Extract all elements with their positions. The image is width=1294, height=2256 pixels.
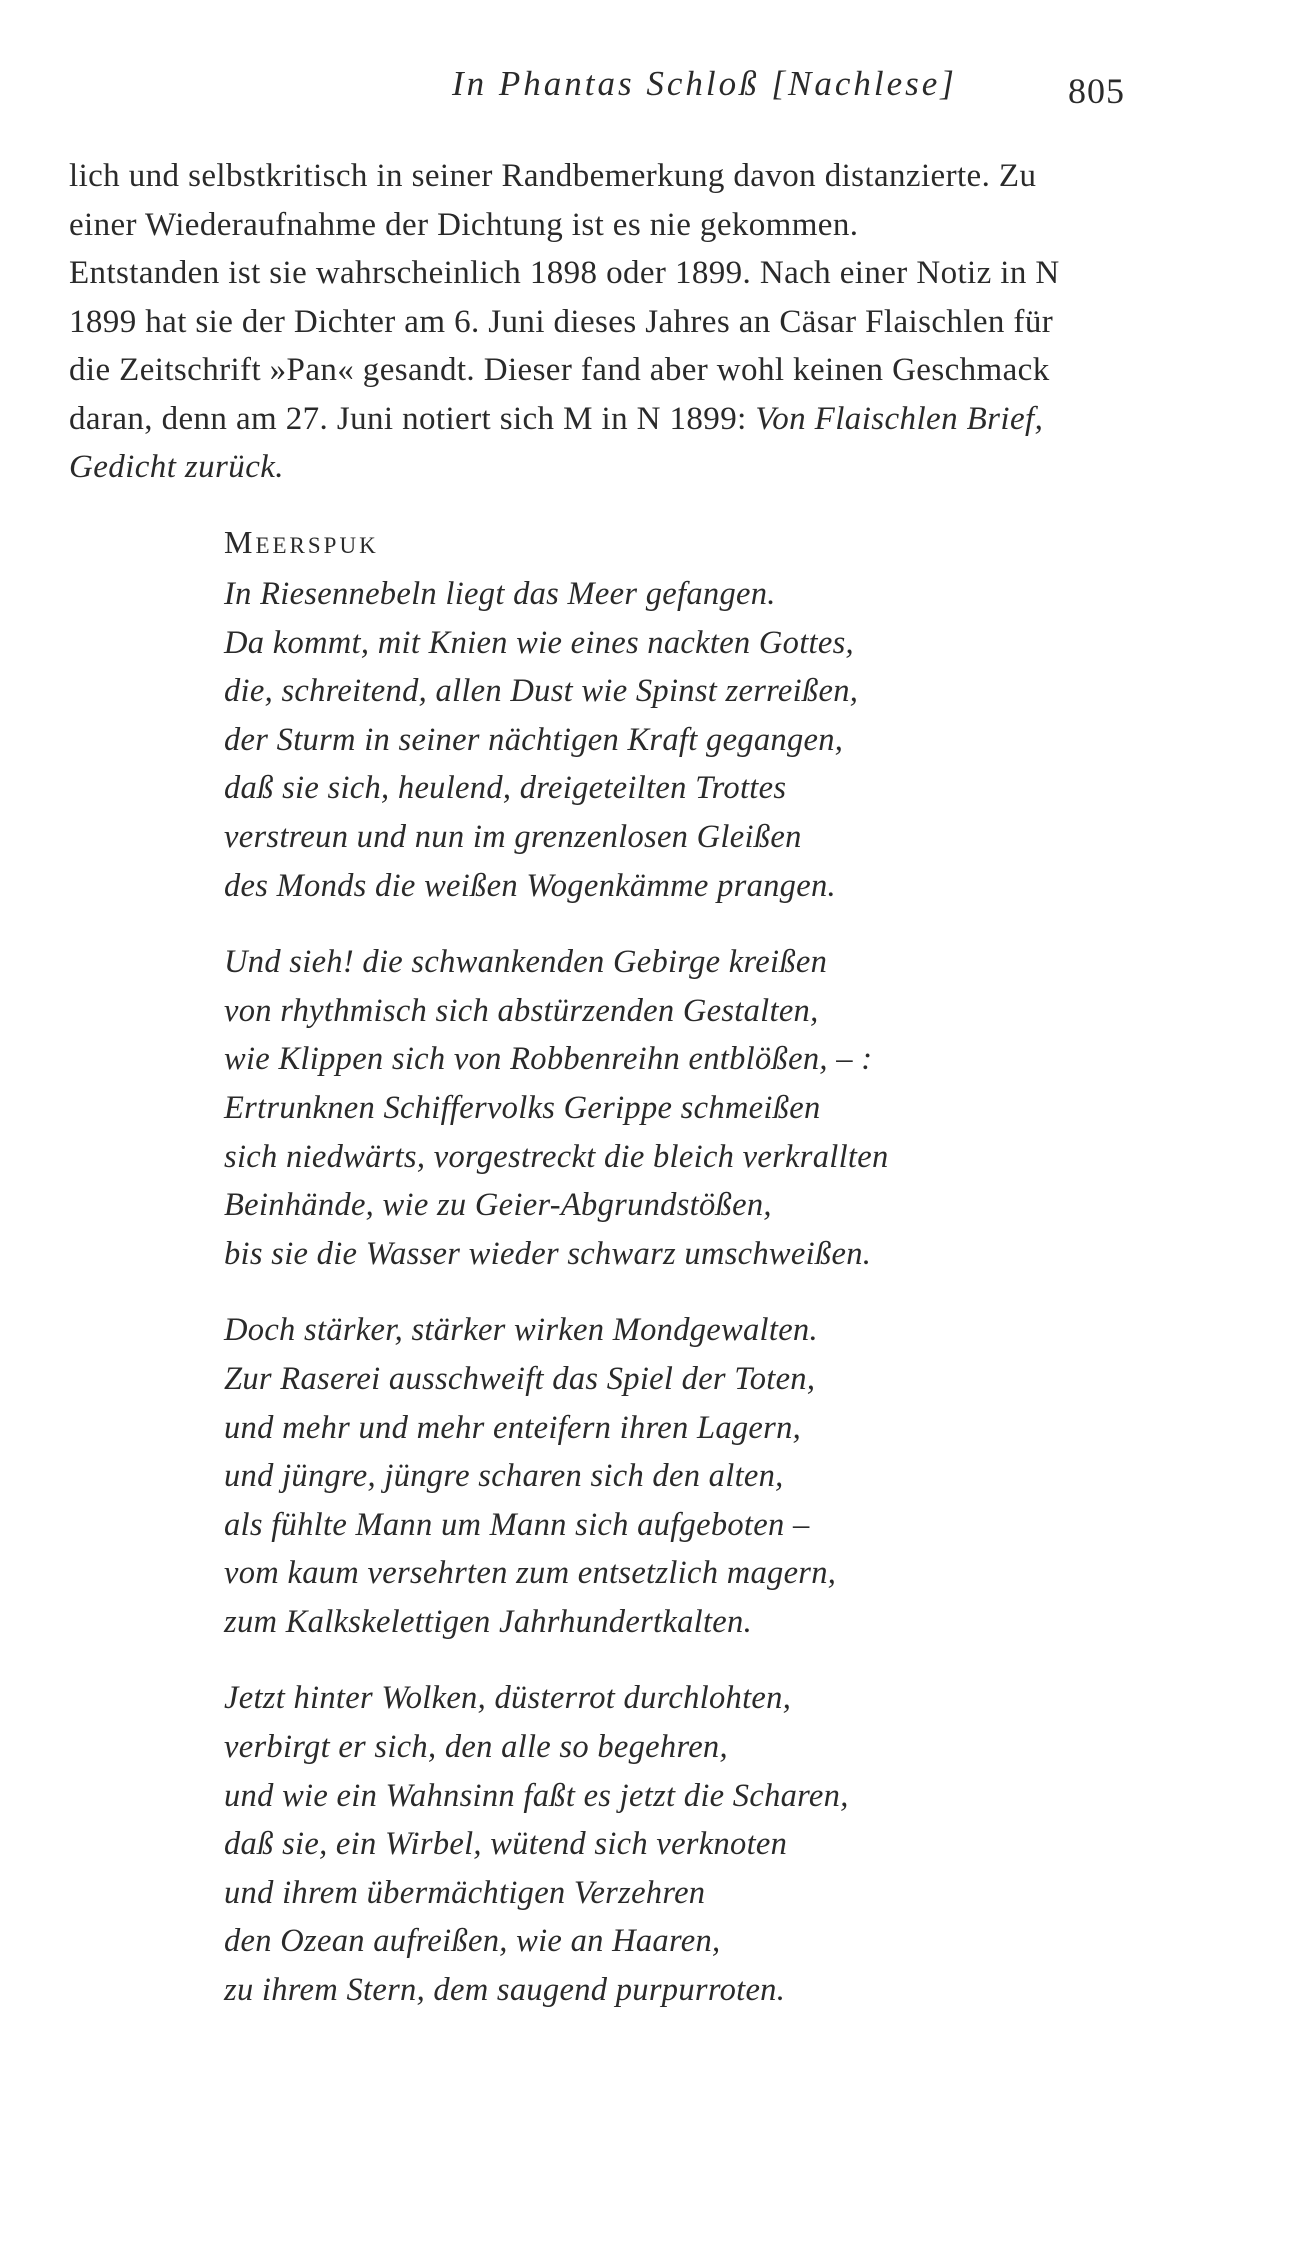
- intro-paragraph: [69, 152, 1149, 492]
- verse-line: Jetzt hinter Wolken, düsterrot durchlohten,: [224, 1680, 792, 1717]
- poem: [224, 518, 1124, 2015]
- poem-title-rest: EERSPUK: [255, 533, 379, 558]
- verse-line: vom kaum versehrten zum entsetzlich magern,: [224, 1555, 837, 1592]
- quoted-note-continuation: Gedicht zurück.: [69, 449, 284, 485]
- poem-title: [224, 518, 1124, 570]
- verse-line: sich niedwärts, vorgestreckt die bleich verkrallten: [224, 1138, 889, 1175]
- verse-line: bis sie die Wasser wieder schwarz umschweißen.: [224, 1235, 872, 1272]
- verse-line: der Sturm in seiner nächtigen Kraft gegangen,: [224, 721, 844, 758]
- poem-title-initial: M: [224, 524, 256, 560]
- running-title: In Phantas Schloß [Nachlese]: [452, 64, 957, 103]
- intro-line-text: daran, denn am 27. Juni notiert sich M in N 1899:: [69, 400, 756, 437]
- intro-line: Entstanden ist sie wahrscheinlich 1898 oder 1899. Nach einer Notiz in N: [69, 255, 1060, 291]
- verse-line: daß sie sich, heulend, dreigeteilten Trottes: [224, 770, 787, 807]
- verse-line: und wie ein Wahnsinn faßt es jetzt die Scharen,: [224, 1777, 849, 1814]
- intro-line: [69, 395, 1149, 444]
- verse-line: zum Kalkskelettigen Jahrhundertkalten.: [224, 1603, 752, 1640]
- verse-line: die, schreitend, allen Dust wie Spinst zerreißen,: [224, 673, 859, 710]
- intro-line: die Zeitschrift »Pan« gesandt. Dieser fand aber wohl keinen Geschmack: [69, 352, 1050, 388]
- verse-line: wie Klippen sich von Robbenreihn entblößen, – :: [224, 1041, 873, 1078]
- intro-line: lich und selbstkritisch in seiner Randbemerkung davon distanzierte. Zu: [69, 158, 1037, 194]
- intro-line: einer Wiederaufnahme der Dichtung ist es nie gekommen.: [69, 206, 859, 243]
- verse-line: In Riesennebeln liegt das Meer gefangen.: [224, 576, 776, 612]
- intro-line: 1899 hat sie der Dichter am 6. Juni dieses Jahres an Cäsar Flaischlen für: [69, 303, 1054, 340]
- verse-line: Ertrunknen Schiffervolks Gerippe schmeißen: [224, 1089, 821, 1126]
- quoted-note: Von Flaischlen Brief,: [755, 400, 1044, 437]
- verse-line: Doch stärker, stärker wirken Mondgewalten.: [224, 1312, 818, 1349]
- verse-line: zu ihrem Stern, dem saugend purpurroten.: [224, 1972, 786, 2009]
- page-number: 805: [1068, 71, 1125, 111]
- verse-line: verstreun und nun im grenzenlosen Gleißen: [224, 818, 802, 855]
- verse-line: den Ozean aufreißen, wie an Haaren,: [224, 1923, 721, 1960]
- stanza-4: [224, 1674, 1124, 2014]
- stanza-2: [224, 938, 1124, 1278]
- stanza-1: [224, 570, 1124, 910]
- verse-line: Beinhände, wie zu Geier-Abgrundstößen,: [224, 1187, 772, 1224]
- verse-line: und mehr und mehr enteifern ihren Lagern,: [224, 1409, 802, 1446]
- page-header: [0, 64, 1294, 124]
- verse-line: und ihrem übermächtigen Verzehren: [224, 1874, 706, 1911]
- verse-line: verbirgt er sich, den alle so begehren,: [224, 1729, 728, 1766]
- verse-line: von rhythmisch sich abstürzenden Gestalten,: [224, 992, 819, 1029]
- verse-line: Da kommt, mit Knien wie eines nackten Gottes,: [224, 624, 854, 661]
- verse-line: als fühlte Mann um Mann sich aufgeboten –: [224, 1506, 810, 1543]
- verse-line: des Monds die weißen Wogenkämme prangen.: [224, 867, 836, 904]
- verse-line: und jüngre, jüngre scharen sich den alten,: [224, 1458, 784, 1495]
- stanza-3: [224, 1306, 1124, 1646]
- verse-line: Und sieh! die schwankenden Gebirge kreißen: [224, 944, 828, 981]
- verse-line: Zur Raserei ausschweift das Spiel der Toten,: [224, 1360, 816, 1397]
- verse-line: daß sie, ein Wirbel, wütend sich verknoten: [224, 1826, 788, 1863]
